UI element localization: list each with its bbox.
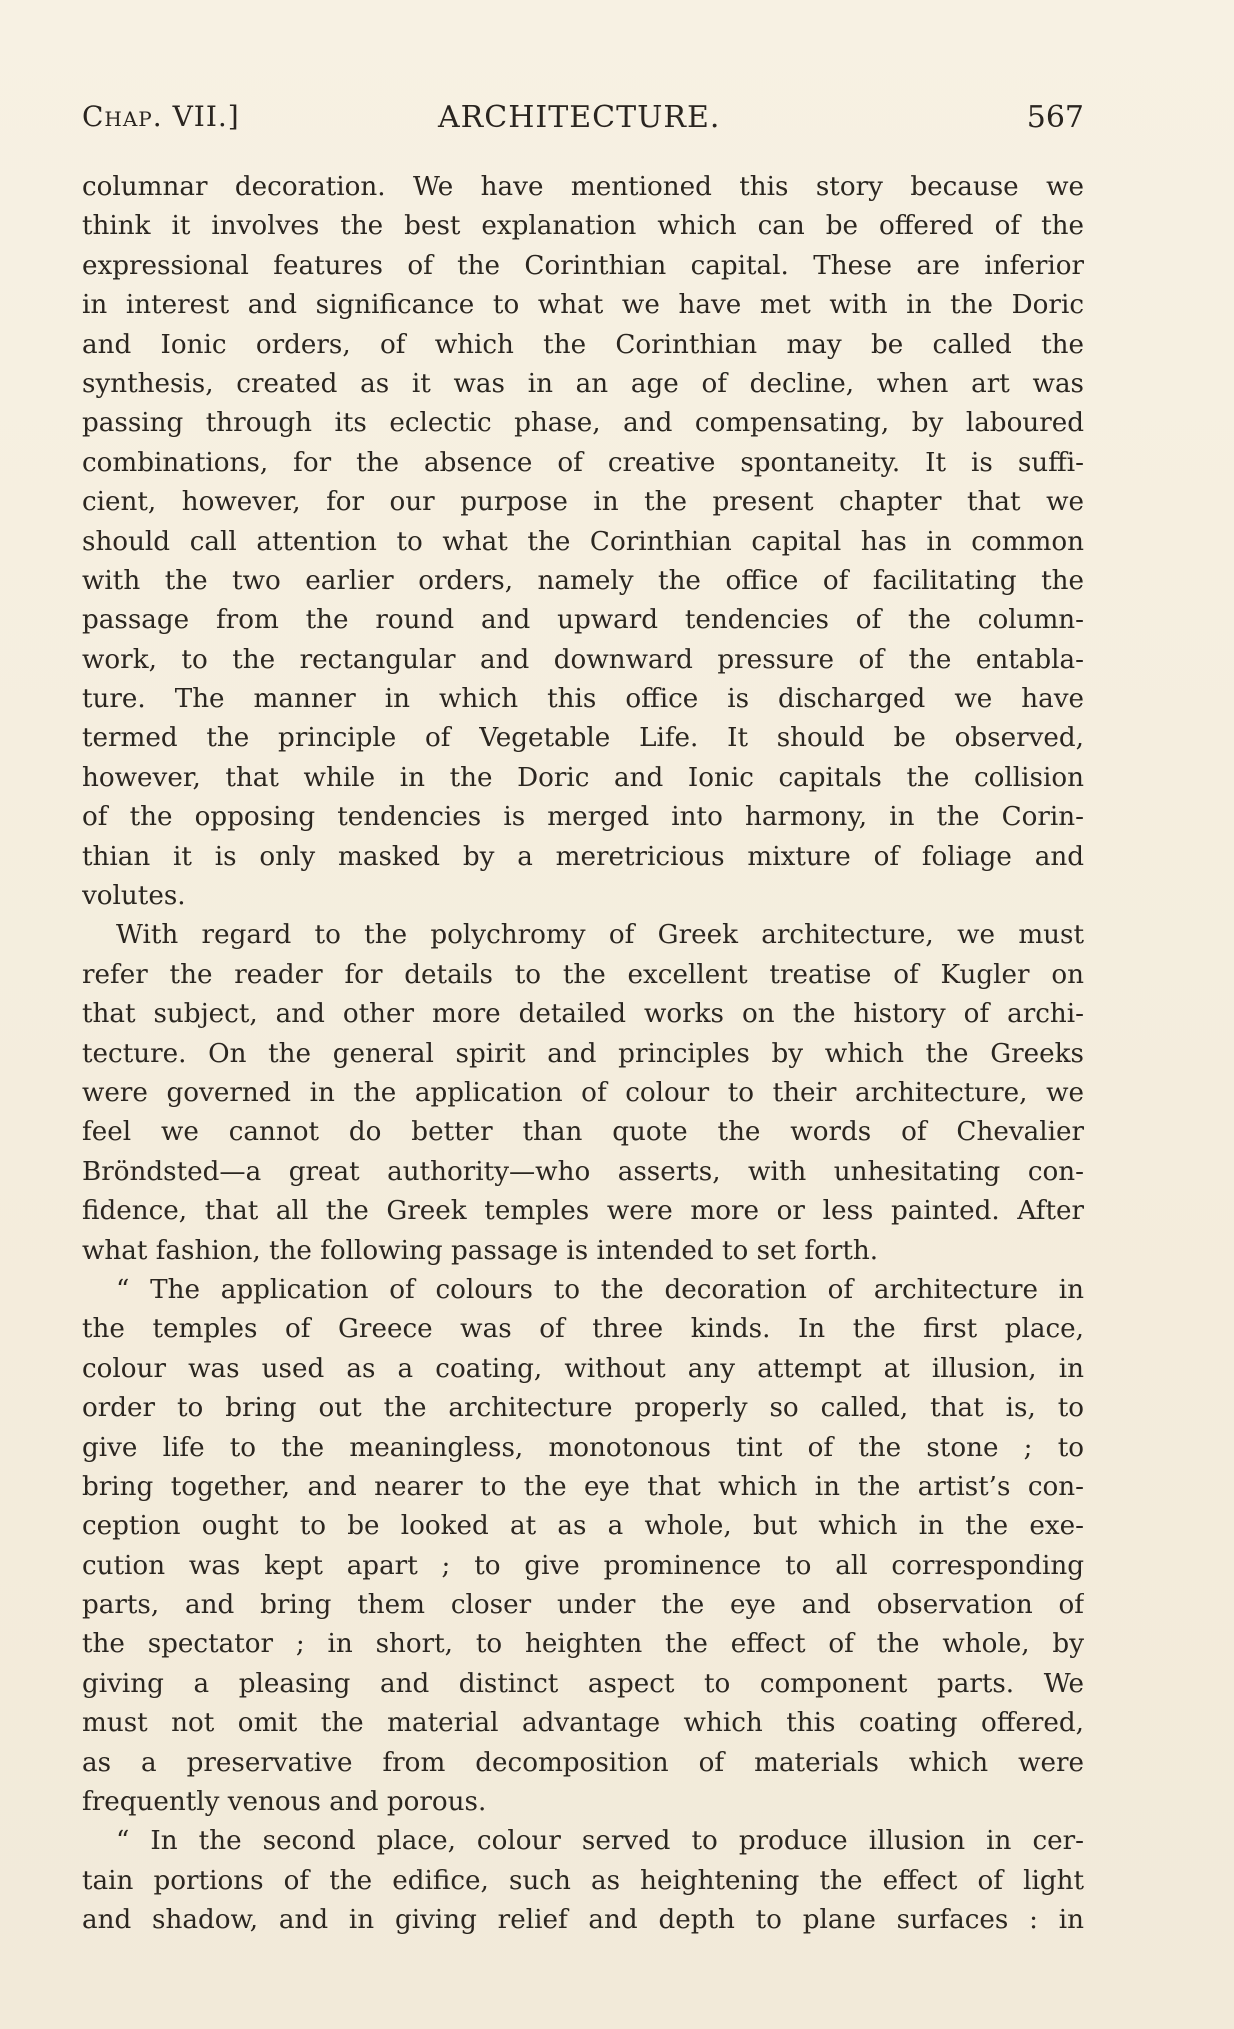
text-line: colour was used as a coating, without any attempt at illusion, in: [82, 1353, 1084, 1384]
text-line: tain portions of the edifice, such as heightening the effect of light: [82, 1865, 1084, 1896]
text-line: and shadow, and in giving relief and depth to plane surfaces : in: [82, 1905, 1084, 1936]
text-line: passing through its eclectic phase, and compensating, by laboured: [82, 408, 1084, 439]
text-line: think it involves the best explanation which can be offered of the: [82, 211, 1084, 242]
text-line: combinations, for the absence of creative spontaneity. It is suffi-: [82, 447, 1084, 478]
text-line: work, to the rectangular and downward pressure of the entabla-: [82, 644, 1084, 675]
text-line: cution was kept apart ; to give prominence to all corresponding: [82, 1550, 1084, 1581]
chapter-label: Chap. VII.]: [82, 100, 240, 133]
text-line: should call attention to what the Corinthian capital has in common: [82, 526, 1084, 557]
body-text: [82, 168, 1084, 1941]
text-line: the temples of Greece was of three kinds. In the first place,: [82, 1314, 1084, 1345]
text-line: ception ought to be looked at as a whole, but which in the exe-: [82, 1511, 1084, 1542]
text-line: tecture. On the general spirit and principles by which the Greeks: [82, 1038, 1084, 1069]
text-line: “ In the second place, colour served to produce illusion in cer-: [116, 1826, 1084, 1857]
text-line: cient, however, for our purpose in the present chapter that we: [82, 487, 1084, 518]
running-title: ARCHITECTURE.: [438, 100, 721, 135]
text-line: With regard to the polychromy of Greek architecture, we must: [116, 920, 1084, 951]
text-line: bring together, and nearer to the eye that which in the artist’s con-: [82, 1471, 1084, 1502]
text-line: refer the reader for details to the excellent treatise of Kugler on: [82, 959, 1084, 990]
text-line: with the two earlier orders, namely the office of facilitating the: [82, 565, 1084, 596]
text-line: in interest and significance to what we have met with in the Doric: [82, 290, 1084, 321]
text-line: order to bring out the architecture properly so called, that is, to: [82, 1393, 1084, 1424]
text-line: parts, and bring them closer under the eye and observation of: [82, 1590, 1084, 1621]
text-line: and Ionic orders, of which the Corinthian may be called the: [82, 329, 1084, 360]
text-line: termed the principle of Vegetable Life. It should be observed,: [82, 723, 1084, 754]
running-head: [82, 100, 1084, 140]
text-line: giving a pleasing and distinct aspect to component parts. We: [82, 1668, 1084, 1699]
text-line: ture. The manner in which this office is discharged we have: [82, 684, 1084, 715]
text-line: thian it is only masked by a meretricious mixture of foliage and: [82, 841, 1084, 872]
text-line: that subject, and other more detailed works on the history of archi-: [82, 999, 1084, 1030]
text-line: as a preservative from decomposition of materials which were: [82, 1747, 1084, 1778]
text-line: of the opposing tendencies is merged into harmony, in the Corin-: [82, 802, 1084, 833]
text-line: feel we cannot do better than quote the words of Chevalier: [82, 1117, 1084, 1148]
text-line: volutes.: [82, 881, 186, 912]
text-line: passage from the round and upward tendencies of the column-: [82, 605, 1084, 636]
text-line: Bröndsted—a great authority—who asserts, with unhesitating con-: [82, 1156, 1084, 1187]
page-number: 567: [1026, 100, 1084, 135]
text-line: fidence, that all the Greek temples were more or less painted. After: [82, 1196, 1084, 1227]
text-line: give life to the meaningless, monotonous tint of the stone ; to: [82, 1432, 1084, 1463]
text-line: expressional features of the Corinthian capital. These are inferior: [82, 250, 1084, 281]
text-line: synthesis, created as it was in an age of decline, when art was: [82, 368, 1084, 399]
text-line: frequently venous and porous.: [82, 1787, 487, 1818]
text-line: “ The application of colours to the decoration of architecture in: [116, 1274, 1084, 1305]
text-line: what fashion, the following passage is intended to set forth.: [82, 1235, 879, 1266]
text-line: the spectator ; in short, to heighten the effect of the whole, by: [82, 1629, 1084, 1660]
text-line: columnar decoration. We have mentioned this story because we: [82, 172, 1084, 202]
text-line: however, that while in the Doric and Ionic capitals the collision: [82, 762, 1084, 793]
text-line: were governed in the application of colour to their architecture, we: [82, 1077, 1084, 1108]
text-line: must not omit the material advantage which this coating offered,: [82, 1708, 1084, 1739]
